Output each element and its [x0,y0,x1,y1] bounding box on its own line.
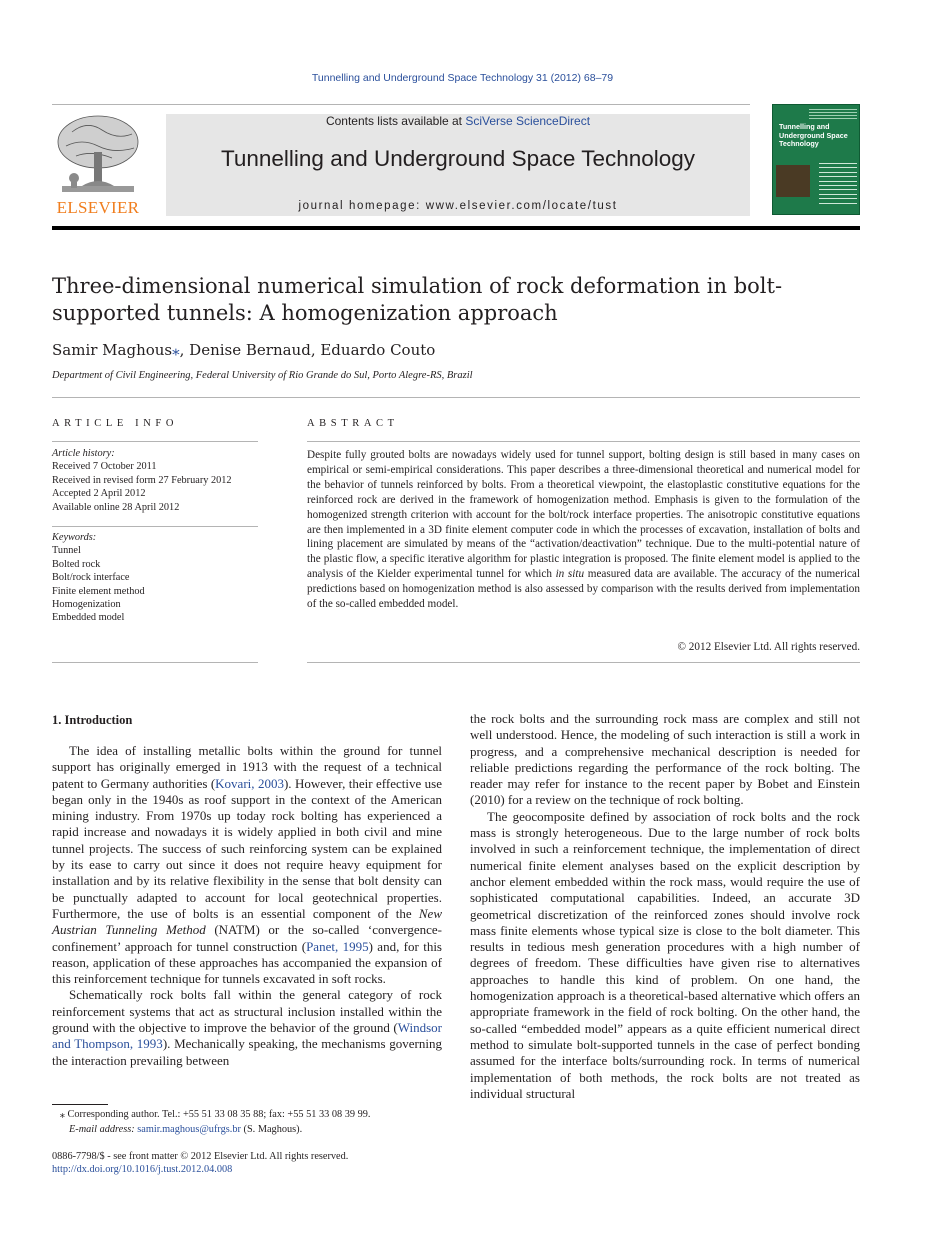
page-footer [52,1150,472,1176]
section-heading: 1. Introduction [52,713,133,727]
footnote-line [52,1122,442,1137]
sciencedirect-link[interactable]: SciVerse ScienceDirect [465,114,591,128]
masthead-top-rule [52,104,750,105]
paragraph-text: The idea of installing metallic bolts within the ground for tunnel support has originally emerged in 1913 with the request of a technical patent to Germany authorities ( [52,743,442,791]
keyword: Finite element method [52,585,145,597]
article-info-bottom-rule [52,662,258,663]
keyword: Homogenization [52,599,121,611]
abstract-body: Despite fully grouted bolts are nowadays widely used for tunnel support, bolting design is still based in many cases on empirical or semi-empirical considerations. This paper describes a three-dimensional theoretical and numerical model for the behavior of tunnels reinforced by bolts. From a theoretical viewpoint, the elastoplastic constitutive equations for the reinforced rock are derived in the framework of homogenization method. Emphasis is given to the formulation of the homogenized strength criterion with account for the bolt/rock interface properties. The anisotropic constitutive equations are then implemented in a 3D finite element computer code in which the processes of excavation, installation of bolts and lining placement are simulated by means of the “activation/deactivation” technique. Due to the multi-potential nature of the plastic flow, a specific iterative algorithm for plastic integration is proposed. The finite element model is applied to the analysis of the Kielder experimental tunnel for which [307,449,860,581]
citation-link[interactable]: Kovari, 2003 [215,775,284,791]
keyword: Tunnel [52,545,81,557]
author-name: Samir Maghous [52,341,173,359]
doi-link[interactable]: http://dx.doi.org/10.1016/j.tust.2012.04.008 [52,1164,233,1175]
article-info-heading: ARTICLE INFO [52,418,179,429]
paragraph: the rock bolts and the surrounding rock mass are complex and still not well understood. Hence, the modeling of such interaction is still a work in progress, and a comprehensive mechanical description is needed for reliable predictions regarding the performance of the rock bolting. The reader may refer for instance to the recent paper by Bobet and Einstein (2010) for a review on the technique of rock bolting. [470,711,860,808]
keyword: Bolted rock [52,558,101,570]
cover-header-lines [809,109,857,121]
paragraph-text: (NATM) or the so-called ‘convergence-confinement’ approach for tunnel construction ( [52,922,442,954]
email-label: E-mail address: [69,1124,135,1135]
paragraph-italic: New Austrian Tunneling Method [52,905,442,938]
history-item: Received 7 October 2011 [52,461,157,473]
footnote-text: Corresponding author. Tel.: +55 51 33 08 35 88; fax: +55 51 33 08 39 99. [64,1109,371,1120]
abstract-bottom-rule [307,662,860,663]
keywords-rule [52,526,258,527]
right-column [470,711,860,1102]
paragraph [52,743,442,987]
paragraph-text: ). However, their effective use began only in the 1940s as roof support in the context of the American mining industry. From 1970s up today rock bolting has experienced a rapid increase and nowadays it is widely applied in both civil and mine tunnel projects. The success of such reinforcing system can be explained by its ease to carry out since it does not require heavy equipment for installation and by its relative flexibility in the sense that bolt density can be punctually adapted to account for local geotechnical properties. Furthermore, the use of bolts is an essential component of the [52,775,442,921]
publisher-name: ELSEVIER [56,198,140,217]
paragraph-text: ). Mechanically speaking, the mechanisms governing the interaction prevailing between [52,1036,442,1068]
journal-cover-thumbnail[interactable] [772,104,860,215]
paragraph: The geocomposite defined by association of rock bolts and the rock mass is strongly heterogeneous. Due to the large number of rock bolts involved in such a reinforcement technique, the implementation of direct numerical finite element analyses based on the explicit description by anchor element embedded within the rock mass, would require the use of sophisticated computational capabilities. Indeed, an accurate 3D geometrical discretization of the reinforced zones should involve rock mass finite elements whose typical size is close to the bolt diameter. This results in tedious mesh generation procedures with a high number of degrees of freedom. These difficulties have given rise to alternatives approaches to handle this kind of problem. On one hand, the homogenization approach is a theoretical-based alternative which offers an appropriate framework in the field of rock bolting. On the other hand, the so-called “embedded model” appears as a quite efficient numerical direct method to simulate bolt-supported tunnels in the case of perfect bonding assumed for the interface bolts/surrounding rock. In terms of numerical implementation of both methods, the rock bolts are not treated as individual structural [470,808,860,1101]
issn-line: 0886-7798/$ - see front matter © 2012 Elsevier Ltd. All rights reserved. [52,1151,349,1162]
corresponding-author-marker[interactable]: ⁎ [172,341,180,359]
abstract-heading: ABSTRACT [307,418,399,429]
abstract-copyright: © 2012 Elsevier Ltd. All rights reserved. [677,641,860,653]
footnote-marker: ⁎ [59,1109,65,1120]
authors [52,341,435,359]
keyword: Embedded model [52,612,125,624]
history-item: Received in revised form 27 February 2012 [52,474,232,486]
abstract-body-end: measured data are available. The accuracy of the numerical predictions based on homogenization method is also assessed by comparison with the results derived from implementation of the so-called embedded model. [307,568,860,611]
article-title: Three-dimensional numerical simulation of rock deformation in bolt-supported tunnels: A homogenization approach [52,274,783,325]
left-column [52,743,442,1069]
history-label: Article history: [52,448,115,459]
history-item: Accepted 2 April 2012 [52,488,146,500]
keywords-label: Keywords: [52,532,97,543]
article-history [52,447,282,514]
cover-image [776,165,810,197]
journal-title: Tunnelling and Underground Space Technology [220,146,696,171]
contents-line [166,114,750,128]
article-info-rule [52,441,258,442]
journal-homepage[interactable]: journal homepage: www.elsevier.com/locate/tust [298,200,618,212]
email-suffix: (S. Maghous). [240,1124,303,1135]
paragraph [52,987,442,1068]
abstract-rule [307,441,860,442]
running-head[interactable]: Tunnelling and Underground Space Technology 31 (2012) 68–79 [311,72,614,84]
citation-link[interactable]: Panet, 1995 [306,938,369,954]
masthead-bottom-rule [52,226,860,230]
keywords-block [52,531,282,625]
abstract-text [307,448,860,612]
citation-link[interactable]: Windsor and Thompson, 1993 [52,1020,442,1052]
title-divider [52,397,860,398]
footnote-rule [52,1104,108,1105]
affiliation: Department of Civil Engineering, Federal University of Rio Grande do Sul, Porto Alegre-RS, Brazil [52,370,473,381]
author-names: , Denise Bernaud, Eduardo Couto [179,341,436,359]
paragraph-text: ) and, for this reason, application of these approaches has accompanied the expansion of this reinforcement technique for tunnels excavated in soft rocks. [52,938,442,987]
paragraph-text: Schematically rock bolts fall within the general category of rock reinforcement systems that act as structural inclusion installed within the ground with the objective to improve the behavior of the ground ( [52,987,442,1036]
email-link[interactable]: samir.maghous@ufrgs.br [137,1124,241,1135]
keyword: Bolt/rock interface [52,572,130,584]
footnote-line [52,1107,442,1122]
corresponding-author-footnote [52,1107,442,1137]
cover-title: Tunnelling and Underground Space Technology [779,122,848,148]
cover-contents-lines [819,163,857,207]
contents-prefix: Contents lists available at [325,114,466,128]
abstract-italic: in situ [555,568,585,581]
history-item: Available online 28 April 2012 [52,501,180,513]
